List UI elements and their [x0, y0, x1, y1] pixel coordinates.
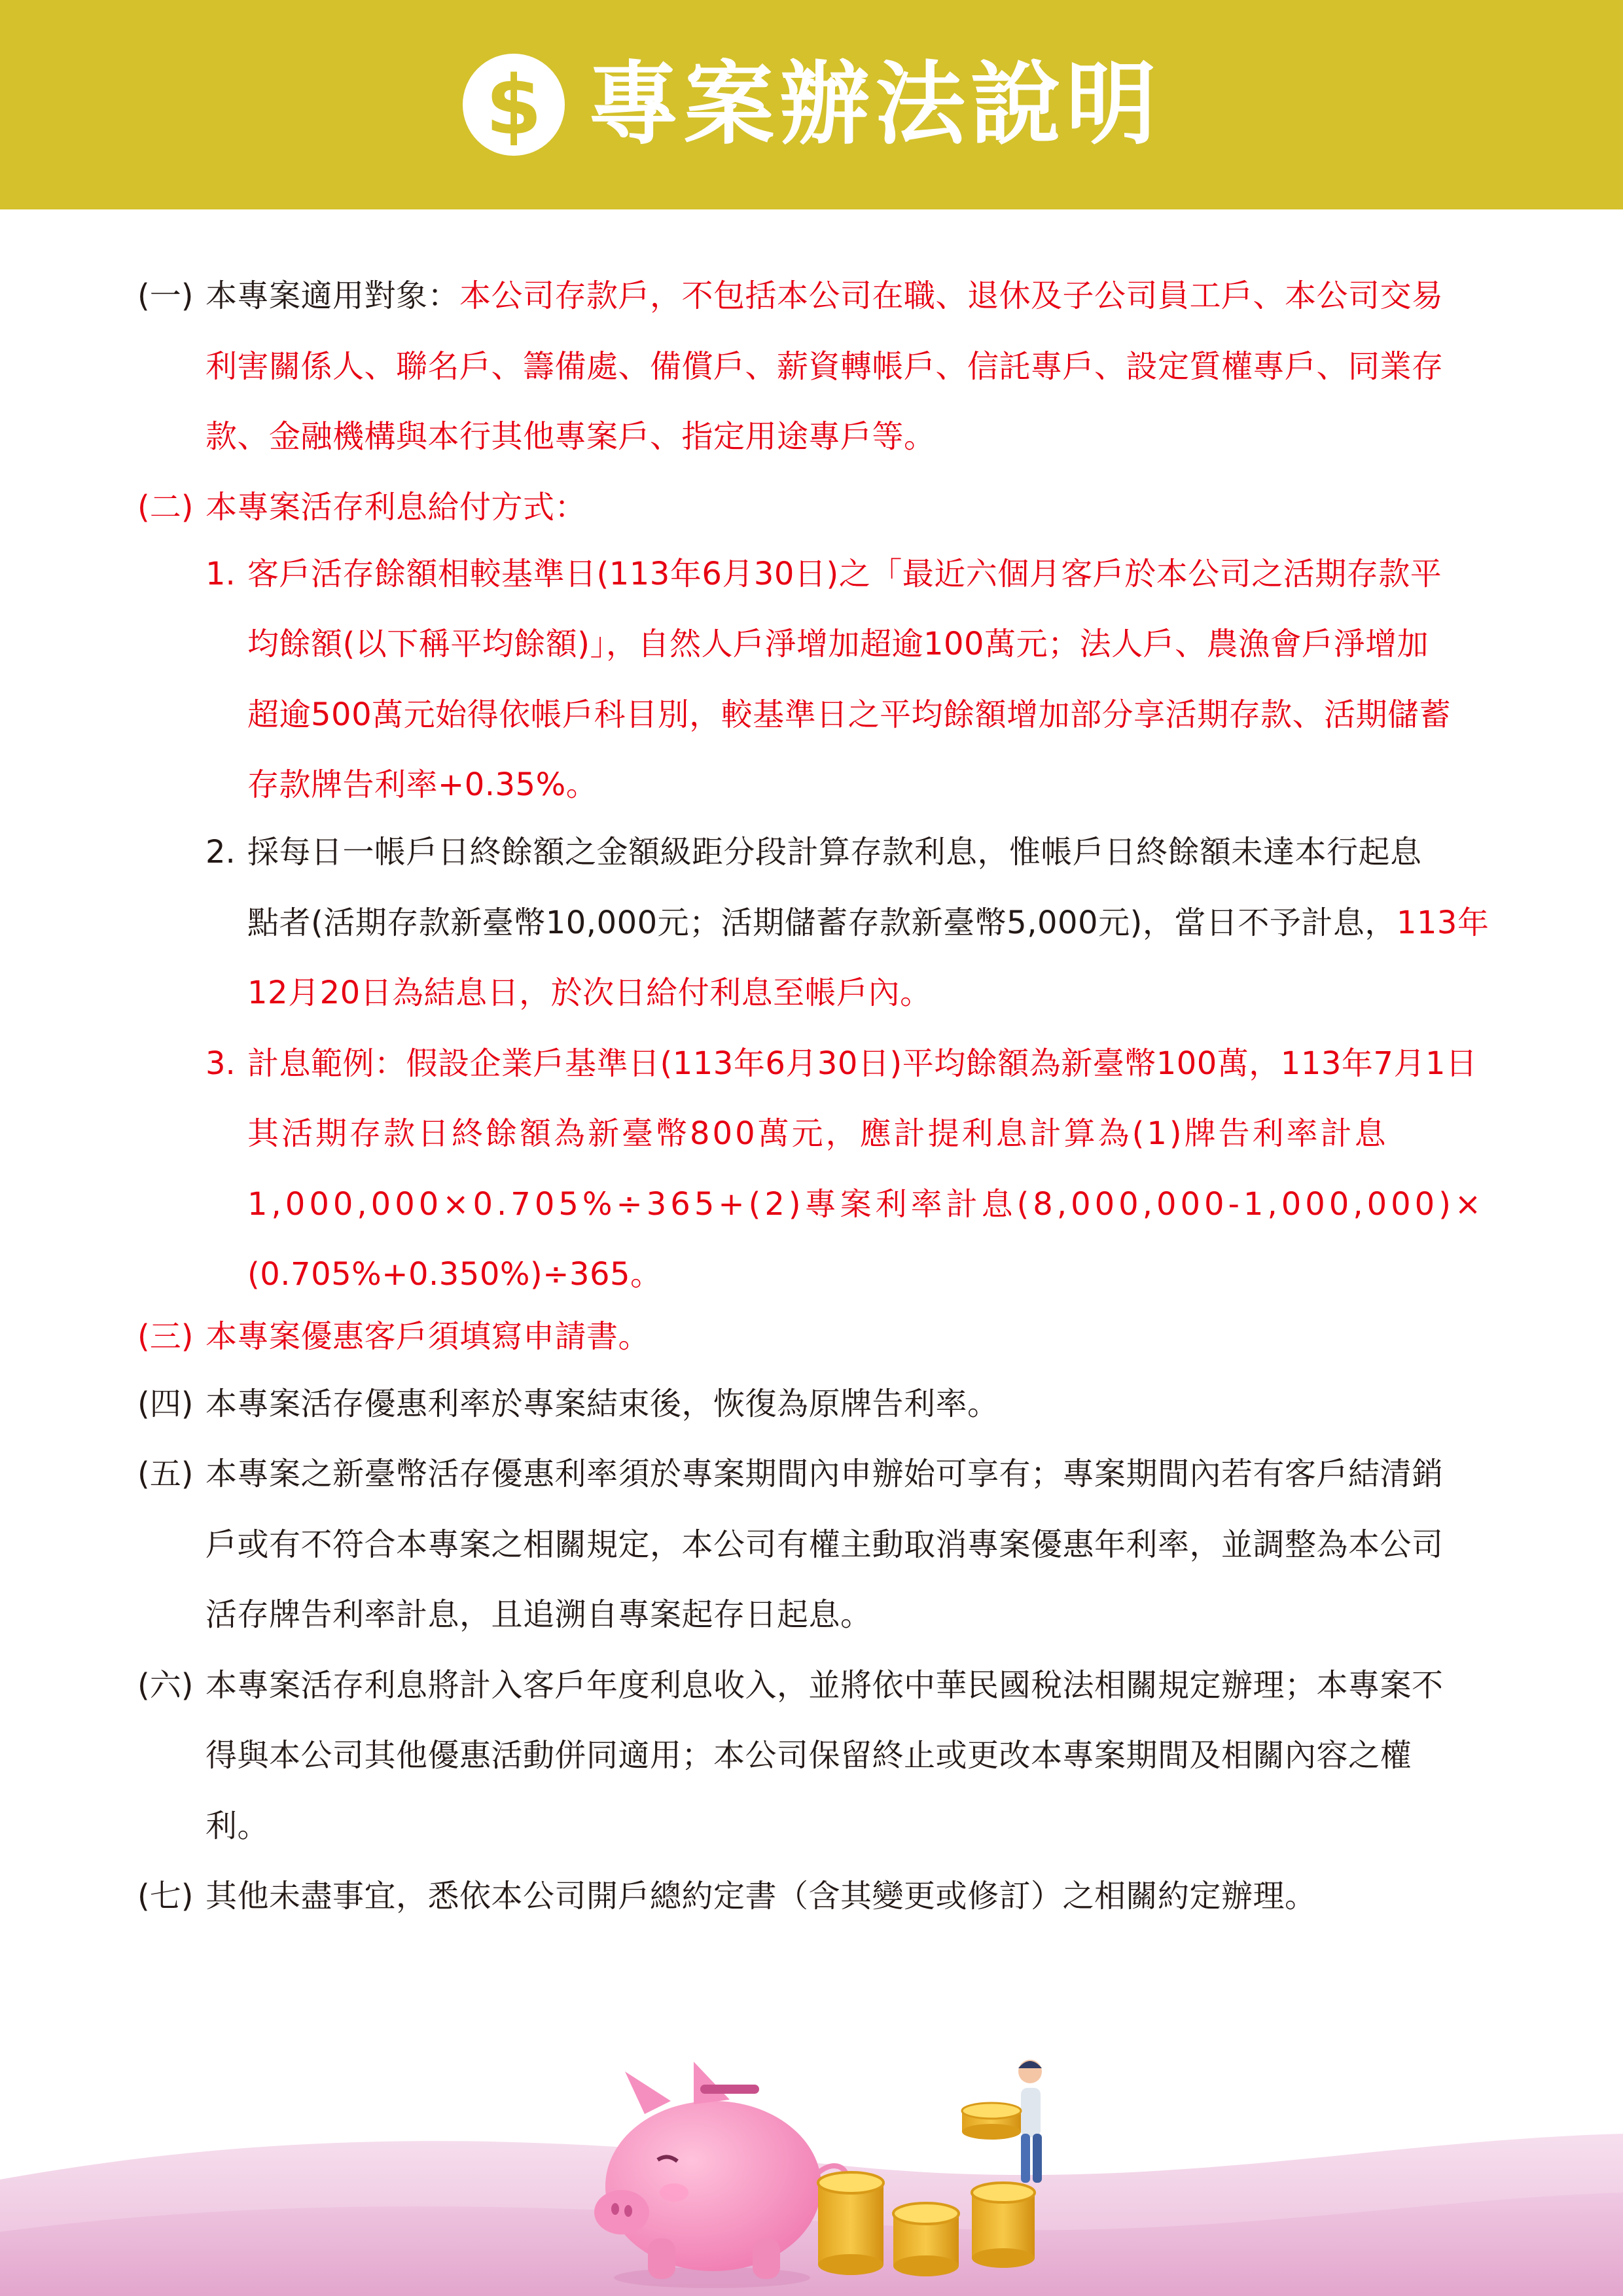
- item-2-line-2-date: 113年: [1396, 905, 1489, 941]
- item-2-line-3: 12月20日為結息日，於次日給付利息至帳戶內。: [247, 975, 932, 1011]
- item-3-line-3: 1,000,000×0.705%÷365+(2)專案利率計息(8,000,000-1,000,000)×: [247, 1186, 1486, 1223]
- svg-text:$: $: [485, 59, 543, 153]
- bottom-illustration: [0, 2042, 1623, 2296]
- item-1-line-2: 均餘額(以下稱平均餘額)」，自然人戶淨增加超逾100萬元；法人戶、農漁會戶淨增加: [247, 626, 1429, 662]
- section-1-text: 本公司存款戶，不包括本公司在職、退休及子公司員工戶、本公司交易: [459, 278, 1444, 314]
- item-2-number: 2.: [205, 834, 236, 870]
- item-3-line-1: 計息範例：假設企業戶基準日(113年6月30日)平均餘額為新臺幣100萬，113年7月1日: [247, 1045, 1478, 1082]
- item-3-line-4: (0.705%+0.350%)÷365。: [247, 1256, 662, 1293]
- section-2-marker: (二): [137, 489, 194, 526]
- item-1-number: 1.: [205, 556, 236, 592]
- section-1-lead: 本專案適用對象：: [205, 278, 460, 314]
- page-title: 專案辦法說明: [588, 52, 1162, 157]
- section-2-title: 本專案活存利息給付方式：: [205, 489, 587, 526]
- header-banner: [0, 0, 1623, 209]
- section-1-line-3: 款、金融機構與本行其他專案戶、指定用途專戶等。: [205, 418, 936, 455]
- item-2-line-2-text: 點者(活期存款新臺幣10,000元；活期儲蓄存款新臺幣5,000元)，當日不予計息，: [247, 905, 1397, 941]
- section-3-marker: (三): [137, 1318, 194, 1355]
- section-6-line-2: 得與本公司其他優惠活動併同適用；本公司保留終止或更改本專案期間及相關內容之權: [205, 1737, 1412, 1774]
- section-3-text: 本專案優惠客戶須填寫申請書。: [205, 1318, 651, 1355]
- section-4-marker: (四): [137, 1386, 194, 1422]
- item-1-line-3: 超逾500萬元始得依帳戶科目別，較基準日之平均餘額增加部分享活期存款、活期儲蓄: [247, 696, 1452, 733]
- item-1-line-1: 客戶活存餘額相較基準日(113年6月30日)之「最近六個月客戶於本公司之活期存款平: [247, 556, 1442, 592]
- dollar-icon: [461, 52, 566, 157]
- section-6-line-1: 本專案活存利息將計入客戶年度利息收入，並將依中華民國稅法相關規定辦理；本專案不: [205, 1667, 1444, 1704]
- section-6-marker: (六): [137, 1667, 194, 1704]
- person-carrying-coins-icon: [962, 2060, 1042, 2183]
- section-6-line-3: 利。: [205, 1808, 270, 1844]
- section-5-line-3: 活存牌告利率計息，且追溯自專案起存日起息。: [205, 1596, 872, 1633]
- section-1-line-1: [205, 270, 1444, 322]
- item-2-line-2: [247, 897, 1489, 949]
- section-5-line-2: 戶或有不符合本專案之相關規定，本公司有權主動取消專案優惠年利率，並調整為本公司: [205, 1526, 1444, 1563]
- item-1-line-4: 存款牌告利率+0.35%。: [247, 766, 598, 803]
- section-7-marker: (七): [137, 1878, 194, 1914]
- section-1-marker: (一): [137, 278, 194, 314]
- item-3-number: 3.: [205, 1045, 236, 1082]
- section-5-marker: (五): [137, 1456, 194, 1492]
- item-3-line-2: 其活期存款日終餘額為新臺幣800萬元，應計提利息計算為(1)牌告利率計息: [247, 1115, 1389, 1152]
- section-1-line-2: 利害關係人、聯名戶、籌備處、備償戶、薪資轉帳戶、信託專戶、設定質權專戶、同業存: [205, 348, 1444, 385]
- item-2-line-1: 採每日一帳戶日終餘額之金額級距分段計算存款利息，惟帳戶日終餘額未達本行起息: [247, 834, 1422, 870]
- section-5-line-1: 本專案之新臺幣活存優惠利率須於專案期間內申辦始可享有；專案期間內若有客戶結清銷: [205, 1456, 1444, 1492]
- section-7-text: 其他未盡事宜，悉依本公司開戶總約定書（含其變更或修訂）之相關約定辦理。: [205, 1878, 1317, 1914]
- section-4-text: 本專案活存優惠利率於專案結束後，恢復為原牌告利率。: [205, 1386, 999, 1422]
